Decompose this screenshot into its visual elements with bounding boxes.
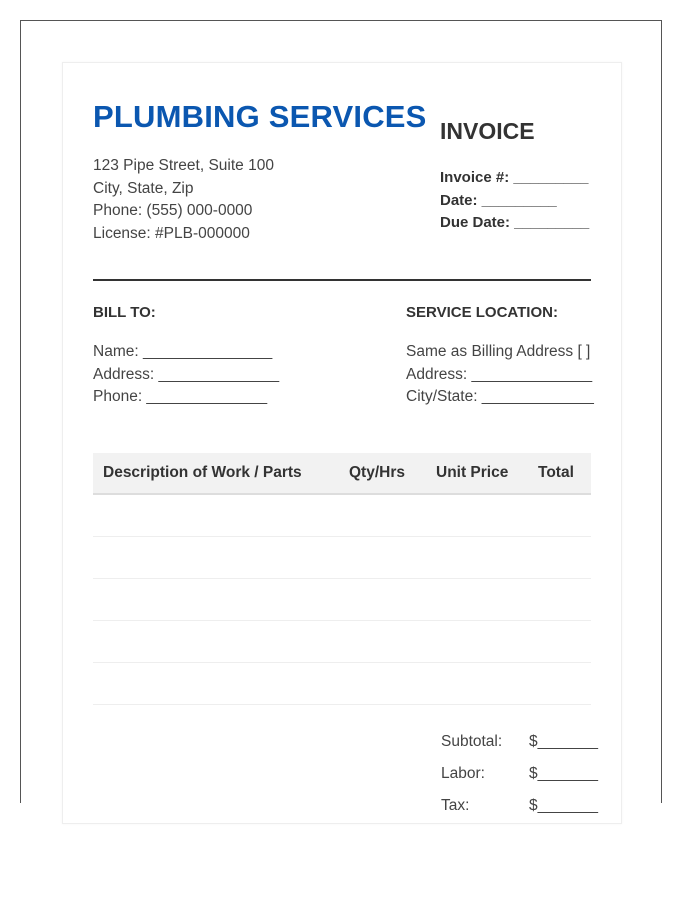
table-header (93, 453, 591, 495)
subtotal-row (441, 733, 598, 765)
company-info (93, 155, 274, 245)
tax-value: $_______ (529, 797, 598, 814)
line-items-table (93, 453, 591, 705)
column-header-unit-price: Unit Price (436, 464, 509, 481)
bill-to-fields (93, 341, 279, 409)
company-city: City, State, Zip (93, 179, 194, 197)
service-location-heading: SERVICE LOCATION: (406, 304, 558, 321)
labor-value: $_______ (529, 765, 598, 782)
column-header-description: Description of Work / Parts (103, 464, 302, 481)
same-as-billing-checkbox: Same as Billing Address [ ] (406, 343, 591, 360)
company-license: License: #PLB-000000 (93, 224, 250, 242)
table-row (93, 537, 591, 579)
column-header-qty: Qty/Hrs (349, 464, 405, 481)
invoice-date: Date: _________ (440, 191, 557, 209)
labor-row (441, 765, 598, 797)
service-city-state: City/State: _____________ (406, 388, 594, 405)
document-viewport (20, 20, 662, 814)
table-row (93, 621, 591, 663)
table-row (93, 579, 591, 621)
invoice-meta (440, 167, 589, 235)
invoice-sheet (62, 62, 622, 824)
tax-row (441, 797, 598, 829)
tax-label: Tax: (441, 797, 470, 814)
invoice-number: Invoice #: _________ (440, 169, 589, 186)
company-name: PLUMBING SERVICES (93, 99, 427, 134)
invoice-title: INVOICE (440, 118, 535, 144)
company-phone: Phone: (555) 000-0000 (93, 202, 253, 219)
bill-to-heading: BILL TO: (93, 304, 156, 321)
bill-to-address: Address: ______________ (93, 365, 280, 383)
table-row (93, 663, 591, 705)
service-address: Address: ______________ (406, 365, 593, 383)
bill-to-phone: Phone: ______________ (93, 388, 268, 405)
table-row (93, 495, 591, 537)
totals-block (441, 733, 598, 829)
company-address: 123 Pipe Street, Suite 100 (93, 157, 274, 174)
labor-label: Labor: (441, 765, 485, 782)
subtotal-label: Subtotal: (441, 733, 503, 750)
column-header-total: Total (538, 464, 574, 481)
header-divider (93, 279, 591, 281)
bill-to-name: Name: _______________ (93, 343, 273, 360)
invoice-due-date: Due Date: _________ (440, 214, 590, 231)
subtotal-value: $_______ (529, 733, 598, 750)
service-location-fields (406, 341, 594, 409)
